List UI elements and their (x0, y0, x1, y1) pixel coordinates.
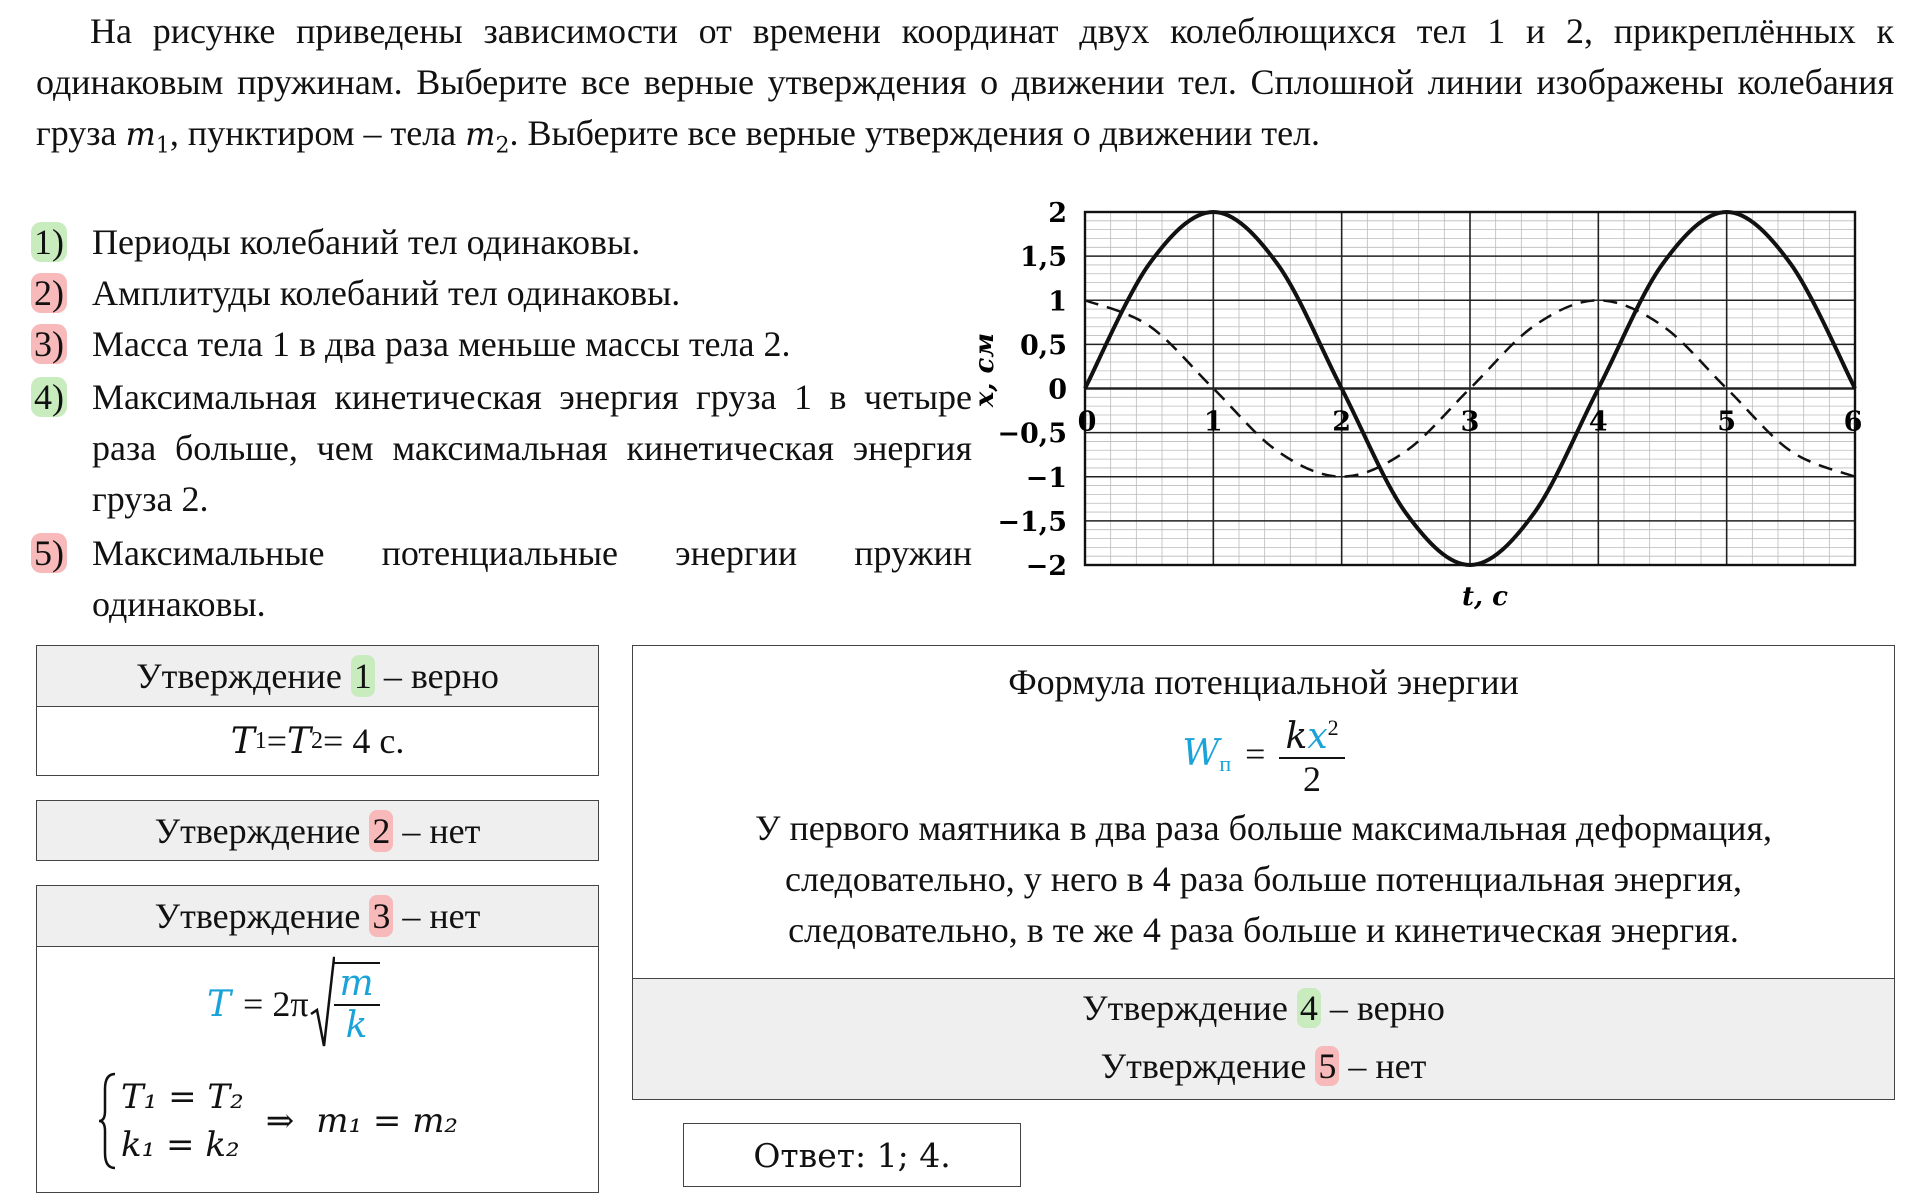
sqrt-sign (309, 956, 335, 1052)
statement-number: 1) (31, 222, 67, 262)
potential-energy-formula: W $_п$ = $\frac{kx^2}{2}$ (633, 708, 1894, 799)
energy-title: Формула потенциальной энергии (1008, 662, 1519, 702)
problem-text: На рисунке приведены зависимости от времени координат двух колеблющихся тел 1 и 2, прикреплённых к одинаковым пружинам. Выберите все верные утверждения о движении тел. Сплошной линии изображены колебания груза $m_1$, пунктиром – тела $m_2$. Выберите все верные утверждения о движении тел. (36, 11, 1894, 159)
statement-5-verdict: Утверждение 5 – нет (1100, 1046, 1427, 1086)
statement-number: 2) (31, 273, 67, 313)
statement-text: Максимальные потенциальные энергии пружин одинаковы. (92, 533, 972, 624)
statement-5 (34, 528, 972, 630)
x-tick-label: 5 (1717, 406, 1737, 438)
y-axis-label: x, см (970, 332, 1000, 408)
mass-system: T₁ = T₂ k₁ = k₂ ⇒ m₁ = m₂ (97, 1071, 458, 1171)
energy-explanation-text: У первого маятника в два раза больше максимальная деформация, следовательно, у него в 4 раза больше потенциальная энергия, следовательно, в те же 4 раза больше и кинетическая энергия. (754, 808, 1773, 950)
solution-statement-1 (36, 645, 599, 776)
y-tick-label: −1 (1025, 462, 1067, 494)
statement-text: Масса тела 1 в два раза меньше массы тела 2. (92, 324, 791, 364)
statement-text: Периоды колебаний тел одинаковы. (92, 222, 641, 262)
statement-number: 5) (31, 533, 67, 573)
y-tick-label: −2 (1025, 551, 1067, 582)
x-tick-label: 1 (1203, 406, 1223, 438)
period-spring-formula: T = 2π $\frac{m}{k}$ (207, 956, 380, 1052)
y-tick-label: −1,5 (997, 506, 1067, 538)
m2-symbol: $m_2$ (465, 115, 510, 159)
x-tick-label: 2 (1332, 406, 1352, 438)
y-tick-label: 0 (1048, 374, 1067, 406)
solution-statement-3 (36, 885, 599, 1193)
statement-3-header: Утверждение 3 – нет (37, 886, 598, 947)
brace-sign (97, 1071, 117, 1171)
x-tick-label: 0 (1077, 406, 1097, 438)
period-formula: T 1 = T 2 = 4 с. (230, 720, 405, 762)
y-tick-label: −0,5 (997, 418, 1067, 450)
statement-4-verdict: Утверждение 4 – верно (1082, 988, 1445, 1028)
m1-symbol: $m_1$ (125, 115, 170, 159)
statement-4 (34, 372, 972, 525)
oscillation-chart (960, 190, 1880, 620)
statement-1-header: Утверждение 1 – верно (37, 646, 598, 707)
y-tick-label: 2 (1048, 198, 1067, 229)
statement-1 (34, 217, 640, 268)
answer-box: Ответ: 1; 4. (683, 1123, 1021, 1187)
solution-statement-2: Утверждение 2 – нет (36, 800, 599, 861)
y-tick-label: 1,5 (1020, 242, 1067, 274)
energy-explanation (632, 645, 1895, 1100)
statement-text: Амплитуды колебаний тел одинаковы. (92, 273, 681, 313)
statement-3 (34, 319, 790, 370)
chart-grid (1085, 212, 1855, 565)
statement-2 (34, 268, 680, 319)
x-tick-label: 6 (1843, 406, 1863, 438)
statement-number: 4) (31, 377, 67, 417)
y-tick-label: 0,5 (1020, 330, 1067, 362)
y-tick-label: 1 (1048, 286, 1067, 318)
statement-text: Максимальная кинетическая энергия груза 1 в четыре раза больше, чем максимальная кинетическая энергия груза 2. (92, 377, 972, 519)
x-axis-label: t, с (1462, 582, 1508, 612)
x-tick-label: 3 (1460, 406, 1480, 438)
statement-number: 3) (31, 324, 67, 364)
statements-4-5-summary (633, 978, 1894, 1099)
x-tick-label: 4 (1588, 406, 1608, 438)
